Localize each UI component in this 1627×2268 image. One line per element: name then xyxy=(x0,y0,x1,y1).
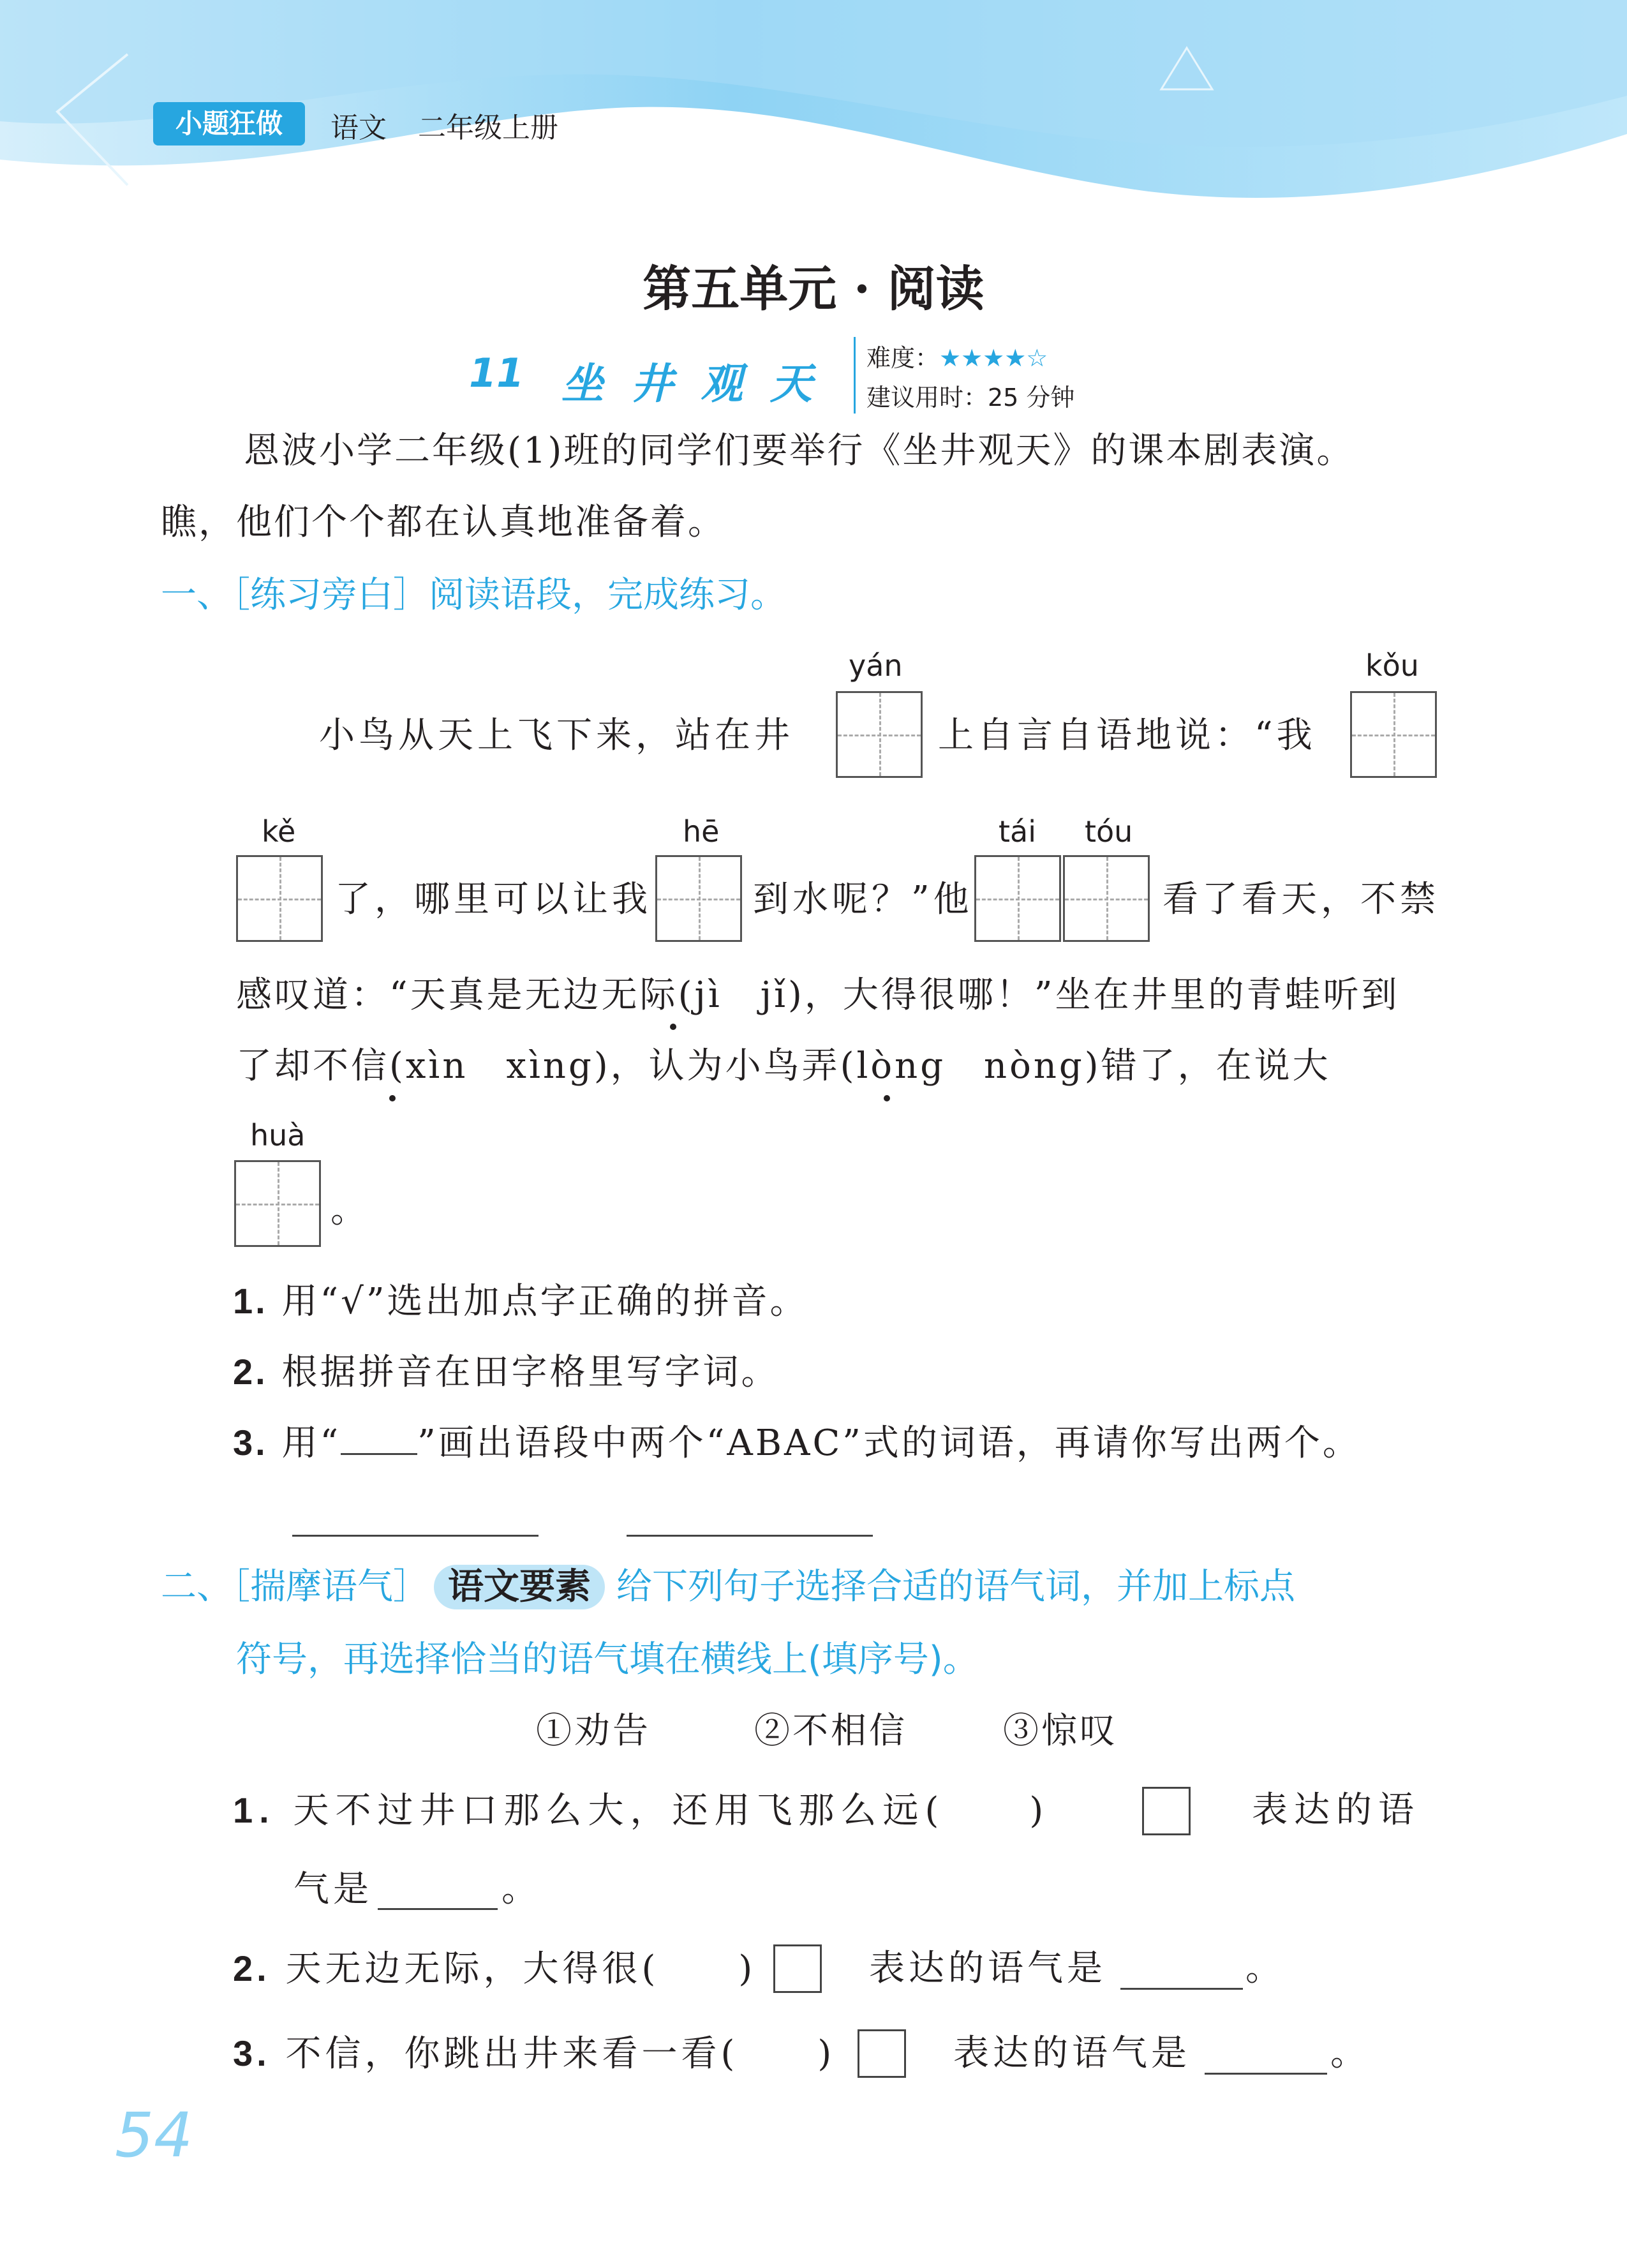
passage-line-5: 。 xyxy=(331,1190,366,1231)
tian-box-kou[interactable] xyxy=(1350,691,1437,778)
s1-q2-text: 根据拼音在田字格里写字词。 xyxy=(281,1352,780,1393)
tian-box-yan[interactable] xyxy=(836,691,923,778)
s1-q3-underline-sample xyxy=(341,1421,417,1455)
s2-q2-text: 天无边无际，大得很( ) xyxy=(285,1948,757,1990)
page-number: 54 xyxy=(115,2100,193,2171)
difficulty-text: 难度： xyxy=(866,344,940,372)
s1-q3-text-a: 用“ xyxy=(281,1422,341,1464)
s2-q1-text: 天不过井口那么大，还用飞那么远( ) xyxy=(293,1790,1050,1832)
emphasis-dot xyxy=(670,1024,676,1030)
section2-badge: 语文要素 xyxy=(434,1565,605,1609)
s2-question-3 xyxy=(233,2031,835,2077)
pinyin-hua: huà xyxy=(250,1118,306,1153)
section2-heading xyxy=(161,1565,1295,1609)
unit-title: 第五单元 · 阅读 xyxy=(643,260,984,317)
s2-option-1: ①劝告 xyxy=(536,1710,651,1752)
pinyin-kou: kǒu xyxy=(1365,648,1419,683)
s2-q1-number: 1. xyxy=(233,1790,276,1830)
s1-question-2 xyxy=(233,1350,780,1395)
s2-option-2: ②不相信 xyxy=(754,1710,907,1752)
section2-title-a: 给下列句子选择合适的语气词，并加上标点 xyxy=(616,1566,1295,1608)
s1-q1-number: 1. xyxy=(233,1281,268,1321)
answer-line-1[interactable] xyxy=(292,1535,539,1537)
pinyin-tai: tái xyxy=(999,814,1037,849)
passage-line-1b: 上自言自语地说：“我 xyxy=(938,715,1316,756)
answer-line-2[interactable] xyxy=(627,1535,873,1537)
brand-badge: 小题狂做 xyxy=(153,102,305,145)
s1-question-3 xyxy=(233,1421,1361,1466)
passage-line-2b: 到水呢？”他 xyxy=(753,879,973,920)
tian-box-ke[interactable] xyxy=(236,855,323,942)
intro-line-2: 瞧，他们个个都在认真地准备着。 xyxy=(161,502,725,543)
suggested-time: 建议用时：25 分钟 xyxy=(866,384,1075,412)
s2-question-1 xyxy=(233,1788,1050,1833)
pinyin-he: hē xyxy=(683,814,720,849)
tian-box-tai[interactable] xyxy=(974,855,1061,942)
passage-line-2a: 了，哪里可以让我 xyxy=(335,879,651,920)
tone-answer-3[interactable] xyxy=(1205,2073,1327,2075)
pinyin-tou: tóu xyxy=(1085,814,1133,849)
lesson-number: 11 xyxy=(469,350,524,396)
s2-q1-end: 。 xyxy=(501,1869,537,1910)
tian-box-hua[interactable] xyxy=(234,1160,321,1247)
tian-box-he[interactable] xyxy=(655,855,742,942)
s2-question-2 xyxy=(233,1946,756,1992)
s1-question-1 xyxy=(233,1279,808,1324)
passage-line-1a: 小鸟从天上飞下来，站在井 xyxy=(319,715,794,756)
s2-q2-end: 。 xyxy=(1245,1948,1281,1989)
tian-box-tou[interactable] xyxy=(1063,855,1150,942)
passage-line-4: 了却不信(xìn xìng)，认为小鸟弄(lòng nòng)错了，在说大 xyxy=(236,1045,1331,1087)
section2-tag: ［揣摩语气］ xyxy=(232,1566,429,1608)
lesson-divider xyxy=(854,337,856,414)
s2-q3-end: 。 xyxy=(1330,2033,1366,2074)
punct-box-2[interactable] xyxy=(773,1944,822,1993)
section1-heading xyxy=(161,573,786,618)
s1-q2-number: 2. xyxy=(233,1352,268,1392)
tone-answer-1[interactable] xyxy=(378,1908,498,1910)
s2-q1-after: 表达的语 xyxy=(1252,1789,1420,1831)
header-grade: 二年级上册 xyxy=(418,112,558,144)
section1-tag: ［练习旁白］ xyxy=(232,574,429,616)
s2-q2-number: 2. xyxy=(233,1948,271,1988)
pinyin-ke: kě xyxy=(262,814,296,849)
header-subject: 语文 xyxy=(331,112,387,144)
s1-q3-text-b: ”画出语段中两个“ABAC”式的词语，再请你写出两个。 xyxy=(417,1422,1361,1464)
section1-title: 阅读语段，完成练习。 xyxy=(429,574,786,616)
lesson-title: 坐 井 观 天 xyxy=(561,359,819,408)
s2-option-3: ③惊叹 xyxy=(1003,1710,1118,1752)
section2-title-b: 符号，再选择恰当的语气填在横线上(填序号)。 xyxy=(236,1639,979,1680)
section2-prefix: 二、 xyxy=(161,1566,232,1608)
s1-q3-number: 3. xyxy=(233,1422,268,1463)
emphasis-dot xyxy=(389,1095,396,1101)
difficulty-stars: ★★★★☆ xyxy=(939,344,1048,372)
emphasis-dot xyxy=(884,1095,890,1101)
passage-line-3: 感叹道：“天真是无边无际(jì jǐ)，大得很哪！”坐在井里的青蛙听到 xyxy=(236,974,1400,1016)
punct-box-1[interactable] xyxy=(1142,1787,1191,1835)
intro-line-1: 恩波小学二年级(1)班的同学们要举行《坐井观天》的课本剧表演。 xyxy=(244,430,1355,472)
section1-prefix: 一、 xyxy=(161,574,232,616)
s1-q1-text: 用“√”选出加点字正确的拼音。 xyxy=(281,1281,808,1322)
s2-q2-after: 表达的语气是 xyxy=(869,1948,1106,1989)
passage-line-2c: 看了看天，不禁 xyxy=(1163,879,1439,920)
s2-q3-number: 3. xyxy=(233,2033,271,2073)
punct-box-3[interactable] xyxy=(858,2029,906,2078)
s2-q3-text: 不信，你跳出井来看一看( ) xyxy=(285,2033,836,2075)
pinyin-yan: yán xyxy=(849,648,903,683)
s2-q1-cont: 气是 xyxy=(293,1869,373,1910)
difficulty-label xyxy=(866,338,1048,373)
s2-q3-after: 表达的语气是 xyxy=(953,2033,1191,2074)
tone-answer-2[interactable] xyxy=(1120,1988,1243,1990)
